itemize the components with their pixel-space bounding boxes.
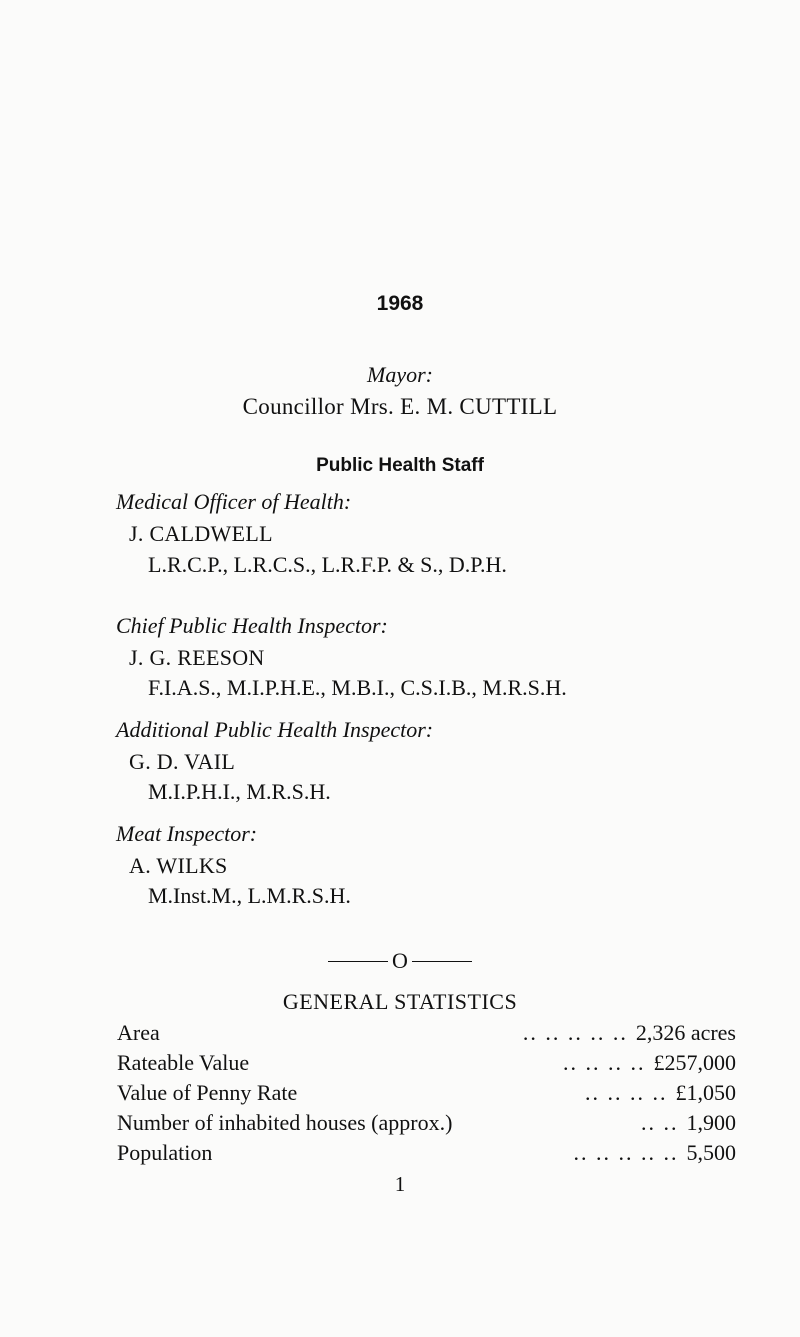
- stat-value: 1,900: [686, 1110, 736, 1135]
- stat-value: £257,000: [653, 1050, 736, 1075]
- staff-name: G. D. VAIL: [129, 749, 236, 774]
- staff-role: Additional Public Health Inspector:: [116, 717, 434, 742]
- stat-row-population: [117, 1140, 736, 1170]
- stat-label: Value of Penny Rate: [117, 1080, 298, 1105]
- stat-value: 2,326 acres: [635, 1020, 736, 1045]
- stat-leader-dots: .. .. .. ..: [563, 1050, 646, 1075]
- stat-label: Rateable Value: [117, 1050, 250, 1075]
- divider-line: [412, 961, 472, 962]
- staff-name: J. CALDWELL: [129, 521, 273, 546]
- staff-qualifications: M.I.P.H.I., M.R.S.H.: [148, 779, 331, 804]
- stat-row-rateable-value: [117, 1050, 736, 1080]
- staff-role: Meat Inspector:: [116, 821, 258, 846]
- stat-leader-dots: .. ..: [641, 1110, 679, 1135]
- stat-label: Population: [117, 1140, 213, 1165]
- divider-line: [328, 961, 388, 962]
- staff-qualifications: M.Inst.M., L.M.R.S.H.: [148, 883, 351, 908]
- staff-qualifications: L.R.C.P., L.R.C.S., L.R.F.P. & S., D.P.H.: [148, 552, 507, 577]
- stat-value: 5,500: [686, 1140, 736, 1165]
- divider-mark: O: [392, 948, 408, 973]
- stat-leader-dots: .. .. .. .. ..: [573, 1140, 679, 1165]
- staff-heading: Public Health Staff: [316, 455, 484, 476]
- section-divider: [0, 948, 800, 974]
- page-number: 1: [394, 1172, 406, 1196]
- stats-heading: GENERAL STATISTICS: [282, 989, 518, 1014]
- stat-leader-dots: .. .. .. ..: [585, 1080, 668, 1105]
- mayor-name: Councillor Mrs. E. M. CUTTILL: [242, 394, 558, 419]
- stat-value: £1,050: [675, 1080, 736, 1105]
- stat-label: Number of inhabited houses (approx.): [117, 1110, 453, 1135]
- staff-name: A. WILKS: [129, 853, 228, 878]
- year-heading: 1968: [376, 292, 424, 315]
- stat-row-area: [117, 1020, 736, 1050]
- staff-name: J. G. REESON: [129, 645, 265, 670]
- stat-leader-dots: .. .. .. .. ..: [522, 1020, 628, 1045]
- mayor-title: Mayor:: [367, 362, 433, 387]
- stat-label: Area: [117, 1020, 160, 1045]
- stat-row-penny-rate: [117, 1080, 736, 1110]
- stat-row-inhabited-houses: [117, 1110, 736, 1140]
- staff-qualifications: F.I.A.S., M.I.P.H.E., M.B.I., C.S.I.B., M.R.S.H.: [148, 675, 567, 700]
- staff-role: Chief Public Health Inspector:: [116, 613, 388, 638]
- staff-role: Medical Officer of Health:: [116, 489, 352, 514]
